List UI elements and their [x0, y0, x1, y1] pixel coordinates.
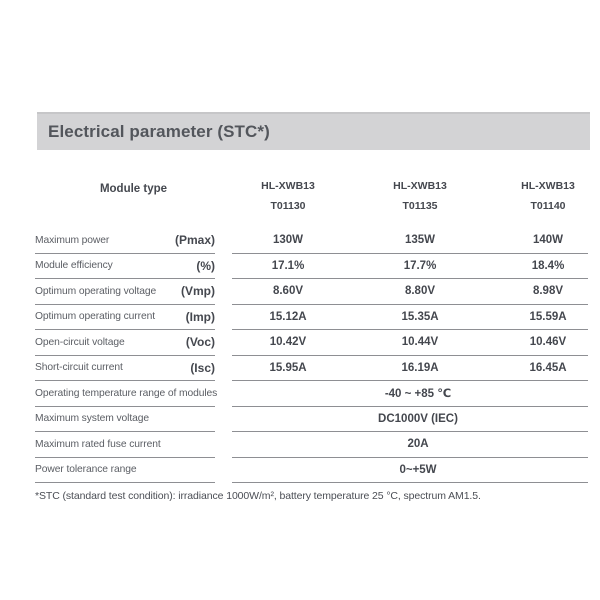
table-row [35, 432, 588, 458]
row-label-cell [35, 305, 215, 331]
row-values [232, 279, 588, 305]
cell-value-span: DC1000V (IEC) [378, 412, 458, 425]
row-label: Optimum operating current [35, 311, 155, 323]
table-header-row [35, 170, 588, 228]
row-symbol: (Pmax) [174, 233, 215, 248]
row-values [232, 254, 588, 280]
row-values [232, 432, 588, 458]
row-label: Operating temperature range of modules [35, 387, 218, 399]
table-row [35, 458, 588, 484]
cell-value: 8.98V [532, 285, 564, 298]
cell-value-span: 20A [407, 438, 429, 451]
cell-value: 135W [404, 234, 436, 247]
row-label-cell [35, 228, 215, 254]
row-label-cell [35, 254, 215, 280]
row-label: Maximum power [35, 234, 110, 246]
row-label-cell [35, 279, 215, 305]
cell-value: 16.45A [529, 361, 567, 374]
row-symbol: (Vmp) [181, 284, 215, 299]
column-header-model: HL-XWB13 [261, 180, 315, 192]
table-row [35, 330, 588, 356]
cell-value: 10.46V [529, 336, 567, 349]
cell-value: 15.35A [401, 310, 439, 323]
table-row [35, 279, 588, 305]
page-title: Electrical parameter (STC*) [48, 122, 270, 141]
row-values [232, 458, 588, 484]
cell-value: 10.42V [269, 336, 307, 349]
row-values [232, 381, 588, 407]
cell-value: 15.12A [269, 310, 307, 323]
cell-value: 16.19A [401, 361, 439, 374]
section-title-bar [37, 112, 590, 150]
table-row [35, 254, 588, 280]
cell-value: 8.80V [404, 285, 436, 298]
table-row [35, 407, 588, 433]
table-row [35, 381, 588, 407]
row-symbol: (%) [196, 258, 215, 273]
row-label: Maximum rated fuse current [35, 438, 161, 450]
cell-value: 15.95A [269, 361, 307, 374]
cell-value: 17.7% [403, 259, 437, 272]
cell-value: 18.4% [531, 259, 565, 272]
column-header-code: T01130 [270, 200, 306, 212]
column-header-2 [360, 170, 480, 216]
row-label-cell [35, 407, 215, 433]
cell-value: 8.60V [272, 285, 304, 298]
cell-value-span: -40 ~ +85 ℃ [384, 388, 452, 401]
module-type-header: Module type [99, 183, 168, 195]
row-values [232, 228, 588, 254]
table-row [35, 228, 588, 254]
cell-value: 17.1% [271, 259, 305, 272]
row-label: Open-circuit voltage [35, 336, 125, 348]
row-values [232, 407, 588, 433]
column-header-code: T01140 [530, 200, 566, 212]
column-header-model: HL-XWB13 [393, 180, 447, 192]
row-label-cell [35, 458, 215, 484]
row-label-cell [35, 432, 215, 458]
stc-footnote: *STC (standard test condition): irradiance 1000W/m², battery temperature 25 °C, spectrum AM1.5. [35, 490, 481, 502]
cell-value: 15.59A [529, 310, 567, 323]
table-row [35, 305, 588, 331]
cell-value: 130W [272, 234, 304, 247]
row-label: Module efficiency [35, 260, 113, 272]
row-values [232, 330, 588, 356]
column-header-model: HL-XWB13 [521, 180, 575, 192]
column-header-1 [228, 170, 348, 216]
row-symbol: (Isc) [190, 360, 215, 375]
row-label: Optimum operating voltage [35, 285, 157, 297]
cell-value: 140W [532, 234, 564, 247]
row-label: Power tolerance range [35, 464, 137, 476]
row-symbol: (Imp) [185, 309, 215, 324]
row-label-cell [35, 330, 215, 356]
cell-value: 10.44V [401, 336, 439, 349]
table-row [35, 356, 588, 382]
row-label: Maximum system voltage [35, 413, 149, 425]
column-header-code: T01135 [402, 200, 438, 212]
row-values [232, 305, 588, 331]
row-label-cell [35, 356, 215, 382]
row-label: Short-circuit current [35, 362, 123, 374]
column-header-3 [488, 170, 600, 216]
spec-table [35, 170, 588, 502]
cell-value-span: 0~+5W [399, 463, 437, 476]
row-label-cell [35, 381, 218, 407]
row-values [232, 356, 588, 382]
row-symbol: (Voc) [185, 335, 215, 350]
